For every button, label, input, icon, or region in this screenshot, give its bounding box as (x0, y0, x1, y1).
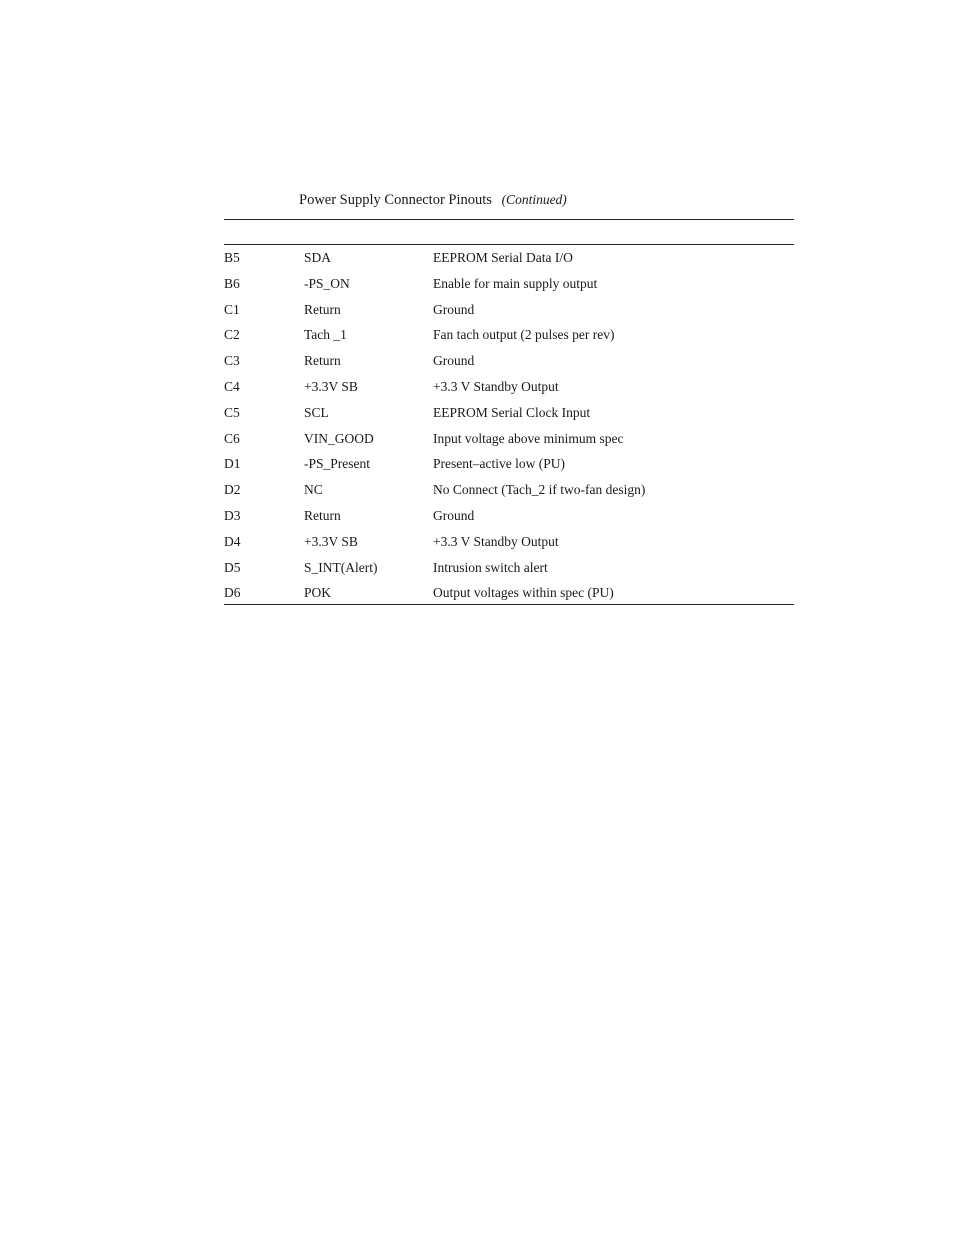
table-row (224, 245, 794, 271)
pin-cell: D4 (224, 533, 241, 549)
description-cell: Fan tach output (2 pulses per rev) (433, 327, 615, 343)
signal-cell: S_INT(Alert) (304, 559, 378, 575)
description-cell: Present–active low (PU) (433, 456, 565, 472)
signal-cell: NC (304, 482, 323, 498)
table-row (224, 426, 794, 452)
table-row (224, 503, 794, 529)
description-cell: Ground (433, 507, 475, 523)
table-title: Power Supply Connector Pinouts (299, 192, 492, 208)
pin-cell: B5 (224, 250, 240, 265)
signal-cell: POK (304, 585, 332, 601)
pin-cell: D6 (224, 585, 241, 601)
pin-cell: C5 (224, 404, 240, 420)
table-row (224, 580, 794, 606)
description-cell: +3.3 V Standby Output (433, 378, 559, 394)
description-cell: Enable for main supply output (433, 275, 598, 291)
table-row (224, 348, 794, 374)
table-caption (299, 191, 567, 209)
table-top-rule (224, 219, 794, 220)
description-cell: +3.3 V Standby Output (433, 533, 559, 549)
signal-cell: -PS_ON (304, 275, 350, 291)
signal-cell: +3.3V SB (304, 378, 358, 394)
description-cell: Intrusion switch alert (433, 559, 548, 575)
pin-cell: C2 (224, 327, 240, 343)
description-cell: Output voltages within spec (PU) (433, 585, 614, 601)
signal-cell: Return (304, 507, 341, 523)
table-row (224, 374, 794, 400)
table-row (224, 555, 794, 581)
pin-cell: C1 (224, 301, 240, 317)
description-cell: Ground (433, 301, 475, 317)
pin-cell: B6 (224, 275, 240, 291)
table-bottom-rule (224, 604, 794, 605)
pin-cell: C6 (224, 430, 240, 446)
signal-cell: Tach _1 (304, 327, 347, 343)
table-row (224, 451, 794, 477)
signal-cell: VIN_GOOD (304, 430, 374, 446)
signal-cell: Return (304, 301, 341, 317)
pinout-table-body (224, 245, 794, 606)
description-cell: EEPROM Serial Clock Input (433, 404, 591, 420)
signal-cell: SCL (304, 404, 329, 420)
pin-cell: D2 (224, 482, 241, 498)
pin-cell: C4 (224, 378, 240, 394)
signal-cell: +3.3V SB (304, 533, 358, 549)
pin-cell: C3 (224, 353, 240, 369)
pin-cell: D5 (224, 559, 241, 575)
signal-cell: Return (304, 353, 341, 369)
pin-cell: D1 (224, 456, 241, 472)
description-cell: Input voltage above minimum spec (433, 430, 624, 446)
signal-cell: SDA (304, 250, 332, 265)
table-row (224, 400, 794, 426)
table-row (224, 297, 794, 323)
table-row (224, 322, 794, 348)
table-row (224, 529, 794, 555)
description-cell: No Connect (Tach_2 if two-fan design) (433, 482, 646, 498)
signal-cell: -PS_Present (304, 456, 371, 472)
continued-label: (Continued) (501, 192, 567, 207)
pin-cell: D3 (224, 507, 241, 523)
table-row (224, 271, 794, 297)
description-cell: EEPROM Serial Data I/O (433, 250, 573, 265)
table-row (224, 477, 794, 503)
description-cell: Ground (433, 353, 475, 369)
